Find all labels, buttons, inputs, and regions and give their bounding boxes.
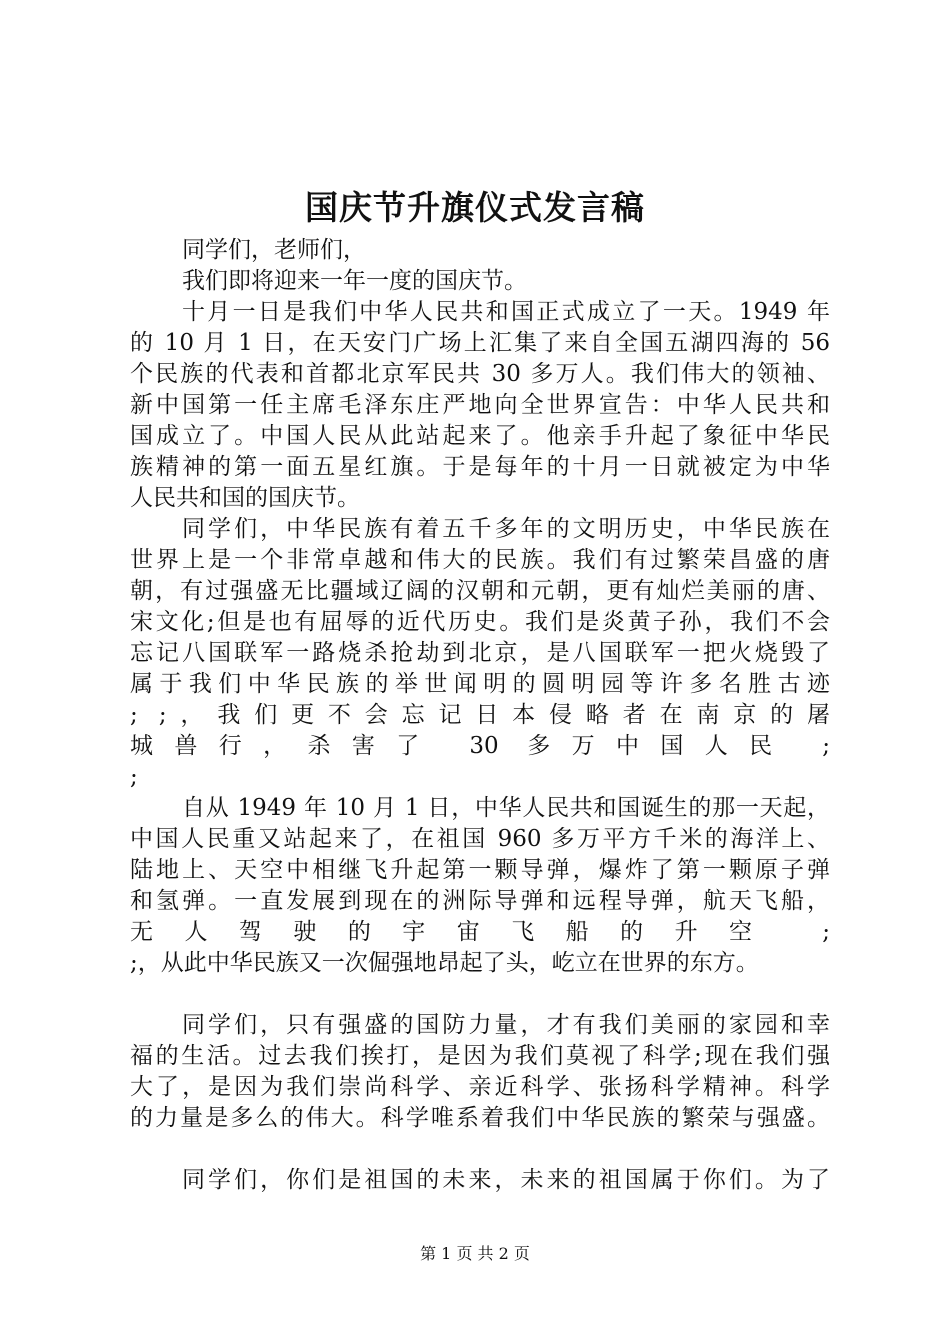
text-line: 陆地上、天空中相继飞升起第一颗导弹，爆炸了第一颗原子弹 bbox=[130, 857, 830, 883]
text-line: 忘记八国联军一路烧杀抢劫到北京，是八国联军一把火烧毁了 bbox=[130, 640, 830, 666]
text-line: 属于我们中华民族的举世闻明的圆明园等许多名胜古迹 bbox=[130, 671, 830, 697]
text-line: 个民族的代表和首都北京军民共 30 多万人。我们伟大的领袖、 bbox=[130, 361, 830, 387]
page-footer: 第 1 页 共 2 页 bbox=[420, 1244, 530, 1263]
document-body bbox=[130, 235, 830, 1196]
text-line: ; ;，我们更不会忘记日本侵略者在南京的屠 bbox=[130, 702, 830, 728]
text-line: 同学们，你们是祖国的未来，未来的祖国属于你们。为了 bbox=[182, 1167, 830, 1193]
text-line: ;，从此中华民族又一次倔强地昂起了头，屹立在世界的东方。 bbox=[130, 950, 759, 976]
text-line: 族精神的第一面五星红旗。于是每年的十月一日就被定为中华 bbox=[130, 454, 830, 480]
text-line: ; bbox=[130, 764, 138, 790]
text-line: 的力量是多么的伟大。科学唯系着我们中华民族的繁荣与强盛。 bbox=[130, 1105, 830, 1131]
text-line: 自从 1949 年 10 月 1 日，中华人民共和国诞生的那一天起， bbox=[182, 795, 830, 821]
text-line: 朝，有过强盛无比疆域辽阔的汉朝和元朝，更有灿烂美丽的唐、 bbox=[130, 578, 830, 604]
text-line: 世界上是一个非常卓越和伟大的民族。我们有过繁荣昌盛的唐 bbox=[130, 547, 830, 573]
text-line: 十月一日是我们中华人民共和国正式成立了一天。1949 年 bbox=[182, 299, 830, 325]
document-title: 国庆节升旗仪式发言稿 bbox=[305, 188, 645, 227]
text-line: 国成立了。中国人民从此站起来了。他亲手升起了象征中华民 bbox=[130, 423, 830, 449]
text-line: 城兽行，杀害了 30 多万中国人民 ; bbox=[130, 733, 830, 759]
text-line: 同学们，只有强盛的国防力量，才有我们美丽的家园和幸 bbox=[182, 1012, 830, 1038]
text-line: 福的生活。过去我们挨打，是因为我们莫视了科学;现在我们强 bbox=[130, 1043, 830, 1069]
text-line: 同学们，老师们， bbox=[182, 237, 366, 263]
text-line: 同学们，中华民族有着五千多年的文明历史，中华民族在 bbox=[182, 516, 830, 542]
text-line: 新中国第一任主席毛泽东庄严地向全世界宣告：中华人民共和 bbox=[130, 392, 830, 418]
text-line: 宋文化;但是也有屈辱的近代历史。我们是炎黄子孙，我们不会 bbox=[130, 609, 830, 635]
text-line: 中国人民重又站起来了，在祖国 960 多万平方千米的海洋上、 bbox=[130, 826, 830, 852]
text-line: 的 10 月 1 日，在天安门广场上汇集了来自全国五湖四海的 56 bbox=[130, 330, 830, 356]
text-line: 我们即将迎来一年一度的国庆节。 bbox=[182, 268, 527, 294]
text-line: 大了，是因为我们崇尚科学、亲近科学、张扬科学精神。科学 bbox=[130, 1074, 830, 1100]
text-line: 和氢弹。一直发展到现在的洲际导弹和远程导弹，航天飞船， bbox=[130, 888, 830, 914]
text-line: 人民共和国的国庆节。 bbox=[130, 485, 360, 511]
text-line: 无人驾驶的宇宙飞船的升空 ; bbox=[130, 919, 830, 945]
